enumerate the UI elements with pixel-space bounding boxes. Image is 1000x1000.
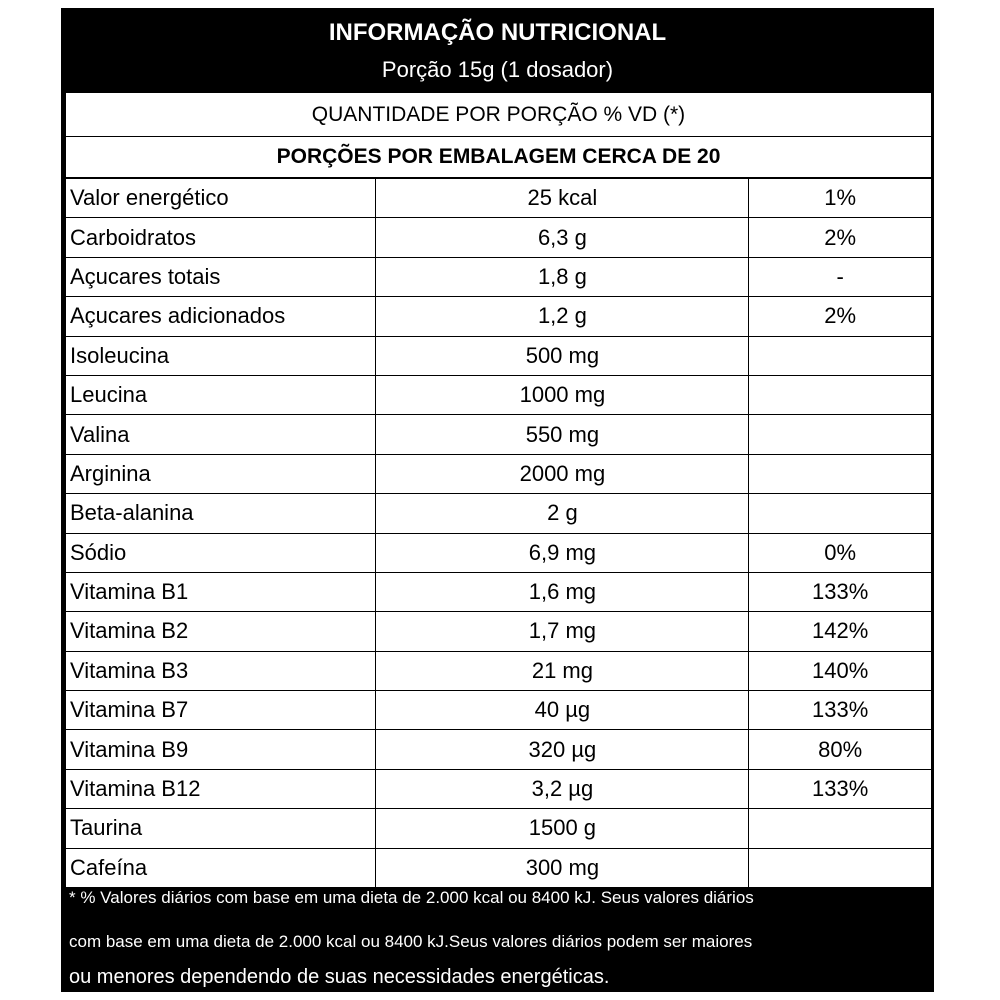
nutrient-quantity: 40 µg — [375, 691, 748, 729]
table-row — [66, 534, 931, 572]
nutrient-quantity: 6,3 g — [375, 218, 748, 256]
nutrient-quantity: 500 mg — [375, 337, 748, 375]
nutrition-facts-panel — [61, 8, 934, 992]
nutrient-name: Vitamina B12 — [66, 770, 375, 808]
nutrient-name: Valina — [66, 415, 375, 453]
nutrient-daily-value: 2% — [748, 218, 931, 256]
nutrient-quantity: 25 kcal — [375, 179, 748, 217]
nutrient-table — [66, 178, 931, 888]
nutrient-name: Arginina — [66, 455, 375, 493]
table-row — [66, 809, 931, 847]
nutrient-daily-value — [748, 337, 931, 375]
nutrient-name: Cafeína — [66, 849, 375, 887]
portion-size: Porção 15g (1 dosador) — [381, 57, 614, 82]
table-header — [61, 8, 934, 92]
nutrient-quantity: 6,9 mg — [375, 534, 748, 572]
nutrient-daily-value: 133% — [748, 691, 931, 729]
table-row — [66, 179, 931, 217]
nutrient-name: Vitamina B9 — [66, 730, 375, 768]
nutrient-name: Açucares totais — [66, 258, 375, 296]
nutrient-quantity: 1,8 g — [375, 258, 748, 296]
nutrient-daily-value — [748, 494, 931, 532]
nutrient-quantity: 1,2 g — [375, 297, 748, 335]
nutrient-daily-value: 0% — [748, 534, 931, 572]
nutrient-daily-value — [748, 376, 931, 414]
nutrient-quantity: 1,6 mg — [375, 573, 748, 611]
table-row — [66, 337, 931, 375]
nutrient-quantity: 550 mg — [375, 415, 748, 453]
table-row — [66, 376, 931, 414]
table-row — [66, 849, 931, 887]
nutrient-name: Leucina — [66, 376, 375, 414]
table-row — [66, 612, 931, 650]
servings-header: PORÇÕES POR EMBALAGEM CERCA DE 20 — [66, 137, 931, 177]
nutrient-quantity: 3,2 µg — [375, 770, 748, 808]
nutrient-daily-value: 133% — [748, 770, 931, 808]
table-row — [66, 415, 931, 453]
table-title: INFORMAÇÃO NUTRICIONAL — [328, 19, 667, 46]
table-row — [66, 573, 931, 611]
nutrient-name: Valor energético — [66, 179, 375, 217]
table-row — [66, 730, 931, 768]
nutrient-name: Carboidratos — [66, 218, 375, 256]
nutrient-quantity: 21 mg — [375, 652, 748, 690]
quantity-header: QUANTIDADE POR PORÇÃO % VD (*) — [66, 93, 931, 136]
nutrient-name: Sódio — [66, 534, 375, 572]
nutrient-name: Beta-alanina — [66, 494, 375, 532]
nutrient-daily-value: 80% — [748, 730, 931, 768]
table-row — [66, 494, 931, 532]
nutrient-name: Açucares adicionados — [66, 297, 375, 335]
footnote-line-1: * % Valores diários com base em uma dieta de 2.000 kcal ou 8400 kJ. Seus valores diários — [69, 888, 754, 907]
footnote-line-3: ou menores dependendo de suas necessidades energéticas. — [69, 966, 610, 988]
nutrient-daily-value: - — [748, 258, 931, 296]
nutrient-daily-value — [748, 415, 931, 453]
nutrient-daily-value — [748, 455, 931, 493]
table-row — [66, 770, 931, 808]
nutrient-quantity: 300 mg — [375, 849, 748, 887]
nutrient-daily-value: 140% — [748, 652, 931, 690]
nutrient-daily-value: 1% — [748, 179, 931, 217]
table-row — [66, 691, 931, 729]
nutrient-name: Isoleucina — [66, 337, 375, 375]
nutrient-daily-value: 142% — [748, 612, 931, 650]
nutrient-name: Vitamina B7 — [66, 691, 375, 729]
nutrient-daily-value — [748, 809, 931, 847]
nutrient-quantity: 1500 g — [375, 809, 748, 847]
nutrient-quantity: 320 µg — [375, 730, 748, 768]
nutrient-name: Taurina — [66, 809, 375, 847]
nutrient-quantity: 2 g — [375, 494, 748, 532]
table-row — [66, 455, 931, 493]
nutrient-daily-value: 133% — [748, 573, 931, 611]
nutrient-quantity: 1,7 mg — [375, 612, 748, 650]
nutrient-name: Vitamina B1 — [66, 573, 375, 611]
nutrient-quantity: 1000 mg — [375, 376, 748, 414]
nutrient-name: Vitamina B2 — [66, 612, 375, 650]
nutrient-quantity: 2000 mg — [375, 455, 748, 493]
table-row — [66, 652, 931, 690]
table-row — [66, 258, 931, 296]
nutrient-daily-value — [748, 849, 931, 887]
nutrient-daily-value: 2% — [748, 297, 931, 335]
table-row — [66, 297, 931, 335]
nutrient-name: Vitamina B3 — [66, 652, 375, 690]
footnote-line-2: com base em uma dieta de 2.000 kcal ou 8400 kJ.Seus valores diários podem ser maiores — [69, 932, 753, 951]
table-row — [66, 218, 931, 256]
